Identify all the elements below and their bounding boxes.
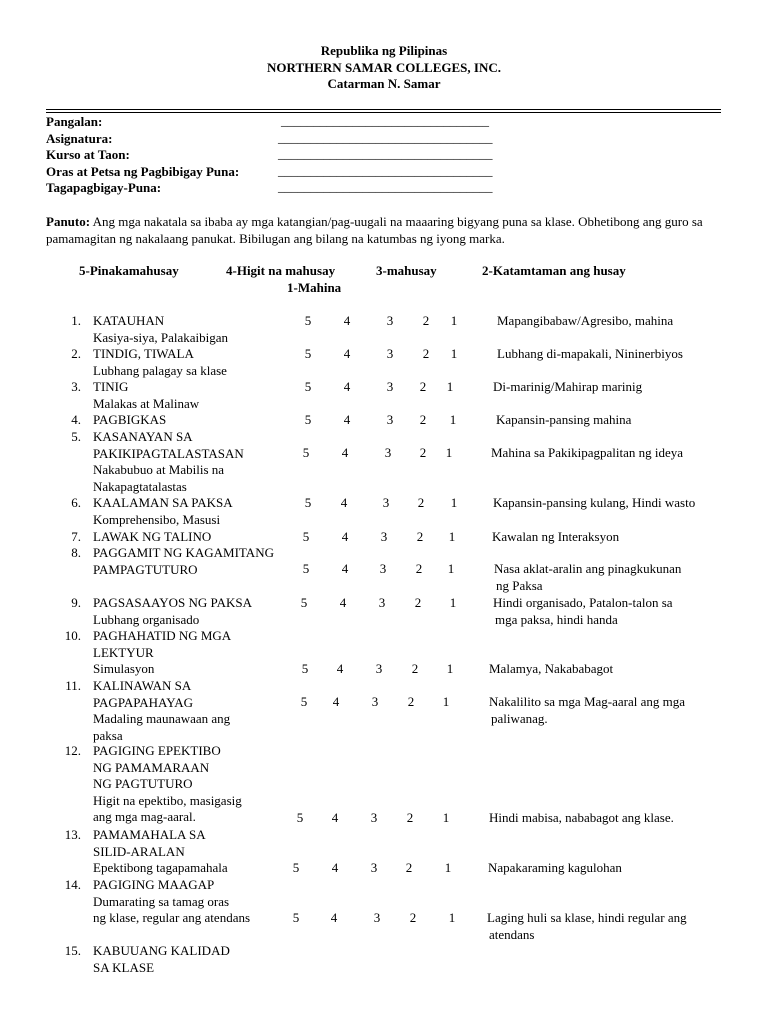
scale-3: 3-mahusay: [376, 263, 437, 278]
rating-option-4[interactable]: 4: [340, 495, 348, 510]
rating-option-5[interactable]: 5: [296, 810, 304, 825]
item-title: KAALAMAN SA PAKSA: [93, 495, 233, 510]
field-line-oras-petsa[interactable]: _________________________________: [278, 163, 493, 178]
item-positive-descriptor: Higit na epektibo, masigasig: [93, 792, 242, 808]
item-number: 14.: [64, 877, 81, 892]
item-negative-descriptor: atendans: [489, 926, 535, 942]
item-title: SILID-ARALAN: [93, 843, 185, 859]
item-positive-descriptor: ng klase, regular ang atendans: [93, 910, 251, 925]
rating-option-1[interactable]: 1: [446, 379, 454, 394]
rating-option-4[interactable]: 4: [331, 860, 339, 875]
field-line-pangalan[interactable]: ________________________________: [281, 113, 489, 128]
rating-option-5[interactable]: 5: [304, 412, 312, 427]
rating-option-5[interactable]: 5: [304, 346, 312, 361]
header-school-name: NORTHERN SAMAR COLLEGES, INC.: [267, 60, 501, 75]
item-title: NG PAGTUTURO: [93, 776, 193, 791]
rating-option-3[interactable]: 3: [386, 346, 394, 361]
item-positive-descriptor: Simulasyon: [93, 661, 155, 676]
item-positive-descriptor: Komprehensibo, Masusi: [93, 511, 221, 527]
rating-option-3[interactable]: 3: [370, 810, 378, 825]
rating-option-5[interactable]: 5: [304, 313, 312, 328]
item-number: 6.: [71, 495, 81, 510]
item-title: PAMAMAHALA SA: [93, 827, 206, 842]
rating-option-3[interactable]: 3: [386, 379, 394, 394]
header-rule-top: [46, 109, 721, 110]
rating-option-2[interactable]: 2: [419, 412, 427, 427]
item-number: 12.: [64, 743, 81, 758]
rating-option-1[interactable]: 1: [448, 529, 456, 544]
item-number: 11.: [65, 678, 81, 693]
rating-option-3[interactable]: 3: [386, 412, 394, 427]
rating-option-1[interactable]: 1: [442, 810, 450, 825]
rating-option-3[interactable]: 3: [379, 561, 387, 576]
rating-option-5[interactable]: 5: [292, 910, 300, 925]
item-number: 2.: [71, 346, 81, 361]
rating-option-4[interactable]: 4: [343, 379, 351, 394]
item-number: 5.: [71, 429, 81, 444]
field-label-asignatura: Asignatura:: [46, 131, 113, 146]
rating-option-5[interactable]: 5: [300, 694, 308, 709]
rating-option-4[interactable]: 4: [336, 661, 344, 676]
rating-option-2[interactable]: 2: [416, 529, 424, 544]
rating-option-3[interactable]: 3: [382, 495, 390, 510]
item-title: PAGIGING EPEKTIBO: [93, 743, 221, 758]
rating-option-4[interactable]: 4: [343, 313, 351, 328]
item-number: 3.: [71, 379, 81, 394]
item-title: KABUUANG KALIDAD: [93, 943, 230, 958]
rating-option-2[interactable]: 2: [406, 810, 414, 825]
field-line-tagapagbigay[interactable]: _________________________________: [278, 179, 493, 194]
rating-option-3[interactable]: 3: [375, 661, 383, 676]
rating-option-1[interactable]: 1: [444, 860, 452, 875]
item-number: 1.: [71, 313, 81, 328]
rating-option-3[interactable]: 3: [370, 860, 378, 875]
item-positive-descriptor: Malakas at Malinaw: [93, 395, 200, 411]
rating-option-3[interactable]: 3: [373, 910, 381, 925]
item-title: PAGPAPAHAYAG: [93, 694, 193, 710]
item-number: 15.: [64, 943, 81, 958]
rating-option-5[interactable]: 5: [304, 379, 312, 394]
item-negative-descriptor: Kapansin-pansing mahina: [496, 412, 632, 427]
item-negative-descriptor: Hindi organisado, Patalon-talon sa: [493, 595, 673, 610]
item-negative-descriptor: Lubhang di-mapakali, Nininerbiyos: [497, 346, 683, 361]
rating-option-4[interactable]: 4: [331, 810, 339, 825]
item-positive-descriptor: Lubhang palagay sa klase: [93, 362, 227, 378]
rating-option-3[interactable]: 3: [386, 313, 394, 328]
rating-option-4[interactable]: 4: [330, 910, 338, 925]
rating-option-2[interactable]: 2: [405, 860, 413, 875]
scale-4: 4-Higit na mahusay: [226, 263, 336, 278]
item-title: PAGHAHATID NG MGA: [93, 628, 232, 643]
item-positive-descriptor: Nakapagtatalastas: [93, 478, 187, 494]
field-line-kurso[interactable]: _________________________________: [278, 146, 493, 161]
rating-option-5[interactable]: 5: [292, 860, 300, 875]
rating-option-4[interactable]: 4: [339, 595, 347, 610]
field-label-oras-petsa: Oras at Petsa ng Pagbibigay Puna:: [46, 164, 240, 179]
item-title: PAGSASAAYOS NG PAKSA: [93, 595, 252, 610]
item-positive-descriptor: paksa: [93, 727, 123, 743]
item-negative-descriptor: Di-marinig/Mahirap marinig: [493, 379, 643, 394]
field-line-asignatura[interactable]: _________________________________: [278, 130, 493, 145]
rating-option-1[interactable]: 1: [450, 346, 458, 361]
item-positive-descriptor: Epektibong tagapamahala: [93, 860, 228, 875]
item-positive-descriptor: Madaling maunawaan ang: [93, 711, 231, 726]
rating-option-4[interactable]: 4: [332, 694, 340, 709]
instructions-paragraph: [46, 213, 726, 247]
item-negative-descriptor: Malamya, Nakababagot: [489, 661, 614, 676]
item-number: 13.: [64, 827, 81, 842]
item-negative-descriptor: Laging huli sa klase, hindi regular ang: [487, 910, 687, 925]
rating-option-5[interactable]: 5: [301, 661, 309, 676]
rating-option-1[interactable]: 1: [445, 445, 453, 460]
field-label-tagapagbigay: Tagapagbigay-Puna:: [46, 180, 162, 195]
rating-option-3[interactable]: 3: [384, 445, 392, 460]
header-country: Republika ng Pilipinas: [320, 43, 448, 58]
rating-option-1[interactable]: 1: [450, 313, 458, 328]
rating-option-2[interactable]: 2: [411, 661, 419, 676]
scale-2: 2-Katamtaman ang husay: [482, 263, 626, 278]
item-title: PAGIGING MAAGAP: [93, 877, 215, 892]
rating-option-5[interactable]: 5: [302, 445, 310, 460]
rating-option-1[interactable]: 1: [447, 561, 455, 576]
scale-5: 5-Pinakamahusay: [79, 263, 179, 278]
rating-option-2[interactable]: 2: [419, 379, 427, 394]
item-number: 7.: [71, 529, 81, 544]
rating-option-1[interactable]: 1: [449, 595, 457, 610]
rating-option-4[interactable]: 4: [341, 445, 349, 460]
rating-option-2[interactable]: 2: [415, 561, 423, 576]
item-title: KALINAWAN SA: [93, 678, 192, 693]
rating-option-1[interactable]: 1: [442, 694, 450, 709]
item-title: TINDIG, TIWALA: [93, 346, 194, 361]
rating-option-2[interactable]: 2: [419, 445, 427, 460]
item-number: 4.: [71, 412, 81, 427]
rating-option-1[interactable]: 1: [449, 412, 457, 427]
item-title: LAWAK NG TALINO: [93, 529, 212, 544]
rating-option-4[interactable]: 4: [341, 529, 349, 544]
item-title: PAGBIGKAS: [93, 412, 167, 427]
item-title: NG PAMAMARAAN: [93, 759, 210, 775]
header-address: Catarman N. Samar: [327, 76, 441, 91]
rating-option-2[interactable]: 2: [417, 495, 425, 510]
item-positive-descriptor: Lubhang organisado: [93, 611, 200, 627]
item-positive-descriptor: Nakabubuo at Mabilis na: [93, 462, 225, 477]
rating-option-2[interactable]: 2: [414, 595, 422, 610]
instructions-text: Ang mga nakatala sa ibaba ay mga katangian/pag-uugali na maaaring bigyang puna sa klase. Obhetibong ang guro sa pamamagitan ng nakalaang panukat. Bibilugan ang bilang na katumbas ng iyong marka.: [46, 214, 703, 246]
field-label-pangalan: Pangalan:: [46, 114, 103, 129]
rating-option-2[interactable]: 2: [422, 346, 430, 361]
rating-option-4[interactable]: 4: [343, 346, 351, 361]
rating-option-1[interactable]: 1: [450, 495, 458, 510]
rating-option-2[interactable]: 2: [407, 694, 415, 709]
rating-option-5[interactable]: 5: [304, 495, 312, 510]
item-positive-descriptor: Dumarating sa tamag oras: [93, 893, 230, 909]
scale-1: 1-Mahina: [287, 280, 342, 295]
field-label-kurso: Kurso at Taon:: [46, 147, 130, 162]
rating-option-3[interactable]: 3: [371, 694, 379, 709]
item-title: PAKIKIPAGTALASTASAN: [93, 445, 244, 461]
item-negative-descriptor: Napakaraming kagulohan: [488, 860, 622, 875]
item-number: 9.: [71, 595, 81, 610]
item-positive-descriptor: Kasiya-siya, Palakaibigan: [93, 329, 229, 345]
item-number: 8.: [71, 545, 81, 560]
item-negative-descriptor: Kapansin-pansing kulang, Hindi wasto: [493, 495, 696, 510]
rating-option-1[interactable]: 1: [446, 661, 454, 676]
item-title: PAGGAMIT NG KAGAMITANG: [93, 545, 274, 560]
rating-option-2[interactable]: 2: [422, 313, 430, 328]
item-negative-descriptor: Mapangibabaw/Agresibo, mahina: [497, 313, 674, 328]
item-negative-descriptor: paliwanag.: [491, 710, 548, 726]
item-positive-descriptor: ang mga mag-aaral.: [93, 809, 196, 824]
item-negative-descriptor: mga paksa, hindi handa: [495, 611, 618, 627]
item-negative-descriptor: Nakalilito sa mga Mag-aaral ang mga: [489, 694, 686, 709]
item-negative-descriptor: Nasa aklat-aralin ang pinagkukunan: [494, 561, 682, 576]
rating-option-4[interactable]: 4: [343, 412, 351, 427]
rating-option-5[interactable]: 5: [302, 529, 310, 544]
item-negative-descriptor: Hindi mabisa, nababagot ang klase.: [489, 810, 674, 825]
rating-option-1[interactable]: 1: [448, 910, 456, 925]
item-title: PAMPAGTUTURO: [93, 561, 198, 577]
item-negative-descriptor: Kawalan ng Interaksyon: [492, 529, 620, 544]
instructions-label: Panuto:: [46, 214, 91, 229]
rating-option-2[interactable]: 2: [409, 910, 417, 925]
item-negative-descriptor: Mahina sa Pakikipagpalitan ng ideya: [491, 445, 684, 460]
item-title: SA KLASE: [93, 959, 155, 975]
item-title: TINIG: [93, 379, 129, 394]
rating-option-3[interactable]: 3: [380, 529, 388, 544]
rating-option-5[interactable]: 5: [302, 561, 310, 576]
item-negative-descriptor: ng Paksa: [496, 577, 543, 593]
item-title: LEKTYUR: [93, 644, 154, 660]
rating-option-5[interactable]: 5: [300, 595, 308, 610]
item-number: 10.: [64, 628, 81, 643]
rating-option-4[interactable]: 4: [341, 561, 349, 576]
rating-option-3[interactable]: 3: [378, 595, 386, 610]
item-title: KATAUHAN: [93, 313, 165, 328]
item-title: KASANAYAN SA: [93, 429, 193, 444]
